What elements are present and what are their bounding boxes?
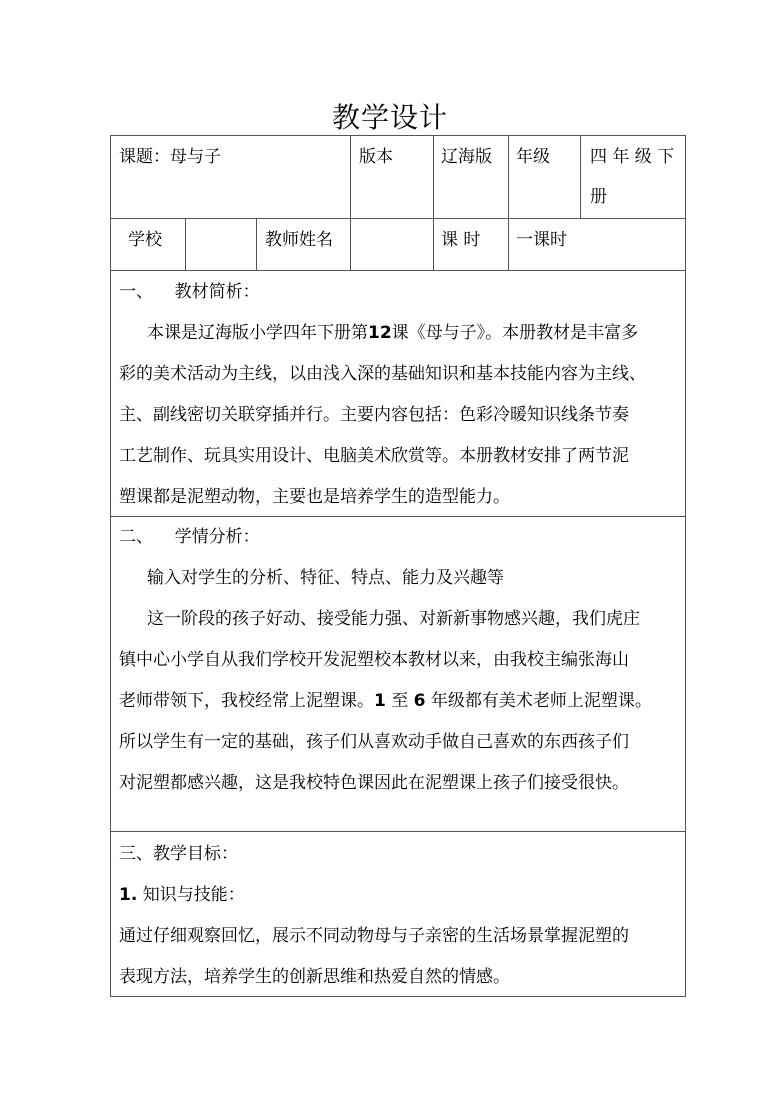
- class-period-label: 课 时: [441, 230, 481, 250]
- grade-value-line2: 册: [590, 187, 607, 207]
- paragraph-line: 塑课都是泥塑动物，主要也是培养学生的造型能力。: [119, 487, 510, 507]
- paragraph-line: 所以学生有一定的基础，孩子们从喜欢动手做自己喜欢的东西孩子们: [119, 732, 629, 752]
- row-divider: [110, 270, 686, 271]
- page-title: 教学设计: [331, 101, 448, 134]
- paragraph-line: 输入对学生的分析、特征、特点、能力及兴趣等: [147, 568, 504, 588]
- row-divider: [110, 831, 686, 832]
- class-period-value: 一课时: [516, 230, 567, 250]
- topic-cell: 课题：母与子: [119, 147, 221, 167]
- teacher-name-label: 教师姓名: [265, 230, 333, 250]
- grade-value-line1: 四 年 级 下: [590, 147, 675, 167]
- school-label: 学校: [128, 230, 162, 250]
- col-divider: [508, 218, 509, 270]
- row-divider: [110, 218, 686, 219]
- paragraph-line: 镇中心小学自从我们学校开发泥塑校本教材以来，由我校主编张海山: [119, 650, 629, 670]
- edition-label: 版本: [359, 147, 393, 167]
- grade-label: 年级: [516, 147, 550, 167]
- col-divider: [433, 135, 434, 218]
- edition-value: 辽海版: [441, 147, 492, 167]
- paragraph-line: 主、副线密切关联穿插并行。主要内容包括：色彩冷暖知识线条节奏: [119, 405, 629, 425]
- paragraph-line: 彩的美术活动为主线，以由浅入深的基础知识和基本技能内容为主线、: [119, 364, 646, 384]
- col-divider: [508, 135, 509, 218]
- col-divider: [256, 218, 257, 270]
- col-divider: [350, 218, 351, 270]
- col-divider: [185, 218, 186, 270]
- paragraph-line: 对泥塑都感兴趣，这是我校特色课因此在泥塑课上孩子们接受很快。: [119, 773, 629, 793]
- col-divider: [433, 218, 434, 270]
- col-divider: [580, 135, 581, 218]
- section-heading: 一、 教材简析：: [119, 282, 260, 302]
- paragraph-line: 本课是辽海版小学四年下册第12课《母与子》。本册教材是丰富多: [147, 323, 639, 343]
- sub-heading: 1. 知识与技能：: [119, 885, 245, 905]
- section-heading: 二、 学情分析：: [119, 527, 260, 547]
- paragraph-line: 工艺制作、玩具实用设计、电脑美术欣赏等。本册教材安排了两节泥: [119, 446, 629, 466]
- section-teaching-goals: [119, 834, 681, 998]
- col-divider: [350, 135, 351, 218]
- paragraph-line: 老师带领下，我校经常上泥塑课。1 至 6 年级都有美术老师上泥塑课。: [119, 691, 652, 711]
- section-textbook-analysis: [119, 272, 681, 518]
- paragraph-line: 通过仔细观察回忆，展示不同动物母与子亲密的生活场景掌握泥塑的: [119, 926, 629, 946]
- section-heading: 三、教学目标：: [119, 844, 238, 864]
- paragraph-line: 表现方法，培养学生的创新思维和热爱自然的情感。: [119, 967, 510, 987]
- section-student-analysis: [119, 517, 681, 804]
- paragraph-line: 这一阶段的孩子好动、接受能力强、对新新事物感兴趣，我们虎庄: [147, 609, 640, 629]
